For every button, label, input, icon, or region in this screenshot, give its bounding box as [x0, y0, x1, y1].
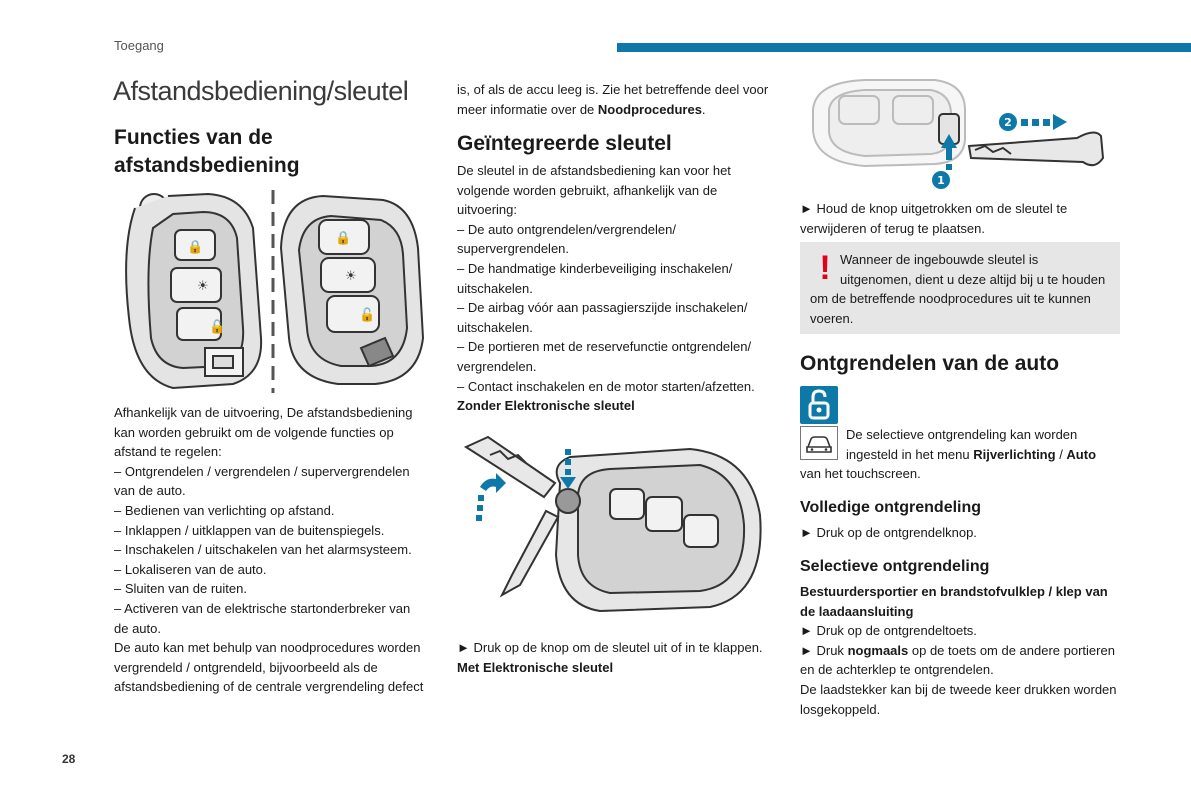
- list-item: – De handmatige kinderbeveiliging inschakelen/ uitschakelen.: [457, 260, 733, 296]
- period: .: [701, 101, 706, 117]
- section-label: Toegang: [114, 38, 164, 53]
- charge-plug-note: De laadstekker kan bij de tweede keer drukken worden losgekoppeld.: [800, 681, 1117, 717]
- instruction: ► Druk op de knop om de sleutel uit of in te klappen.: [457, 640, 763, 655]
- menu-lighting: Rijverlichting: [973, 446, 1056, 462]
- selective-end: van het touchscreen.: [800, 466, 921, 482]
- svg-text:☀: ☀: [345, 269, 357, 284]
- flip-key-illustration: [126, 194, 261, 388]
- list-item: – De airbag vóór aan passagierszijde inschakelen/ uitschakelen.: [457, 300, 748, 335]
- key-removal-illustration: [805, 70, 1115, 195]
- col3-selective: [800, 582, 1120, 719]
- instruction-end: op de toets om de andere portieren en de achterklep te ontgrendelen.: [800, 642, 1115, 678]
- paragraph: De sleutel in de afstandsbediening kan voor het volgende worden gebruikt, afhankelijk van de uitvoering:: [457, 163, 731, 218]
- menu-auto: Auto: [1066, 446, 1097, 462]
- instruction-start: ► Druk: [800, 642, 844, 658]
- col3-full: [800, 523, 1120, 543]
- col2-press: [457, 638, 772, 677]
- warning-icon: !: [819, 249, 831, 287]
- list-item: – Contact inschakelen en de motor starten/afzetten.: [457, 378, 755, 394]
- callout-1: 1: [937, 174, 945, 187]
- subhead-with-electronic-key: Met Elektronische sleutel: [457, 659, 614, 675]
- list-item: – Activeren van de elektrische startonderbreker van de auto.: [114, 600, 411, 636]
- list-item: – Ontgrendelen / vergrendelen / supervergrendelen van de auto.: [114, 463, 410, 499]
- heading-remote-functions: Functies van de afstandsbediening: [114, 126, 300, 177]
- col1-body: [114, 403, 424, 697]
- selective-text: De selectieve ontgrendeling kan worden ingesteld in het menu: [846, 427, 1078, 462]
- flip-key-open-illustration: [460, 435, 770, 620]
- svg-text:🔓: 🔓: [209, 320, 226, 335]
- list-item: – De auto ontgrendelen/vergrendelen/ supervergrendelen.: [457, 221, 676, 257]
- callout-2: 2: [1004, 116, 1012, 129]
- subhead-without-electronic-key: Zonder Elektronische sleutel: [457, 398, 635, 414]
- paragraph: Afhankelijk van de uitvoering, De afstandsbediening kan worden gebruikt om de volgende functies op afstand te regelen:: [114, 405, 413, 460]
- warning-box: [800, 242, 1120, 334]
- paragraph: De auto kan met behulp van noodprocedures worden vergrendeld / ontgrendeld, bijvoorbeeld als de afstandsbediening of de centrale vergrendeling defect: [114, 640, 424, 695]
- heading-unlock-car: Ontgrendelen van de auto: [800, 352, 1060, 375]
- svg-text:☀: ☀: [197, 279, 209, 294]
- continuation-text: is, of als de accu leeg is. Zie het betreffende deel voor meer informatie over de: [457, 82, 769, 117]
- list-item: – De portieren met de reservefunctie ontgrendelen/ vergrendelen.: [457, 339, 752, 374]
- instruction: ► Houd de knop uitgetrokken om de sleutel te verwijderen of terug te plaatsen.: [800, 201, 1068, 236]
- heading-selective-unlock: Selectieve ontgrendeling: [800, 558, 990, 575]
- remote-keys-illustration: [113, 188, 433, 393]
- section-color-bar: [617, 43, 1191, 52]
- list-item: – Inschakelen / uitschakelen van het alarmsysteem.: [114, 542, 412, 558]
- menu-separator: /: [1055, 446, 1067, 462]
- list-item: – Bedienen van verlichting op afstand.: [114, 502, 335, 518]
- list-item: – Inklappen / uitklappen van de buitenspiegels.: [114, 522, 385, 538]
- col3-selective-intro: [800, 425, 1120, 484]
- svg-text:🔓: 🔓: [359, 308, 376, 323]
- page-title: Afstandsbediening/sleutel: [113, 76, 409, 106]
- unlock-icon: [800, 386, 838, 424]
- list-item: – Sluiten van de ruiten.: [114, 581, 247, 597]
- driver-door-subhead: Bestuurdersportier en brandstofvulklep / klep van de laadaansluiting: [800, 584, 1108, 619]
- heading-full-unlock: Volledige ontgrendeling: [800, 499, 982, 516]
- page-number: 28: [62, 752, 76, 766]
- list-item: – Lokaliseren van de auto.: [114, 561, 267, 577]
- again-emphasis: nogmaals: [847, 642, 909, 658]
- col2-continuation: [457, 80, 772, 119]
- warning-text: Wanneer de ingebouwde sleutel is uitgenomen, dient u deze altijd bij u te houden om de betreffende noodprocedures uit te kunnen voeren.: [810, 252, 1106, 326]
- emergency-procedures-ref: Noodprocedures: [597, 101, 702, 117]
- instruction: ► Druk op de ontgrendeltoets.: [800, 623, 977, 639]
- electronic-key-illustration: [281, 196, 423, 384]
- heading-integrated-key: Geïntegreerde sleutel: [457, 132, 672, 155]
- instruction: ► Druk op de ontgrendelknop.: [800, 525, 977, 540]
- col2-body: [457, 161, 772, 416]
- svg-text:🔒: 🔒: [335, 231, 352, 246]
- svg-text:🔒: 🔒: [187, 240, 204, 255]
- col3-hold: [800, 199, 1120, 238]
